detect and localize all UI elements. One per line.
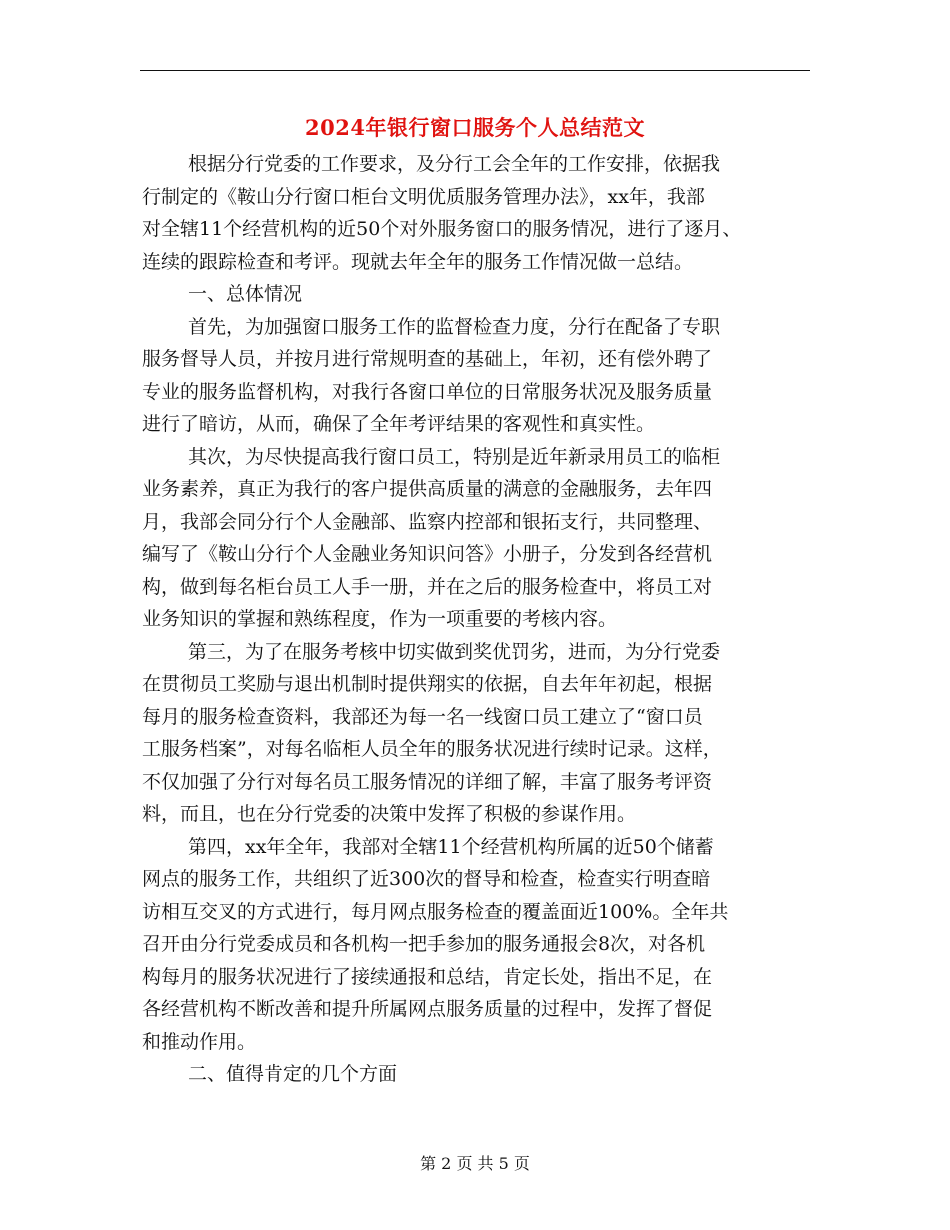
paragraph-line: 访相互交叉的方式进行，每月网点服务检查的覆盖面近100%。全年共 bbox=[142, 900, 729, 923]
paragraph-line: 构每月的服务状况进行了接续通报和总结，肯定长处，指出不足，在 bbox=[142, 965, 713, 988]
section-heading: 一、总体情况 bbox=[188, 283, 303, 305]
paragraph-line: 每月的服务检查资料，我部还为每一名一线窗口员工建立了“窗口员 bbox=[142, 705, 703, 728]
page-number-footer: 第 2 页 共 5 页 bbox=[420, 1154, 530, 1173]
header-rule bbox=[140, 70, 810, 71]
paragraph-line: 第三，为了在服务考核中切实做到奖优罚劣，进而，为分行党委 bbox=[188, 640, 721, 663]
paragraph-line: 构，做到每名柜台员工人手一册，并在之后的服务检查中，将员工对 bbox=[142, 575, 713, 598]
paragraph-line: 其次，为尽快提高我行窗口员工，特别是近年新录用员工的临柜 bbox=[188, 445, 721, 468]
paragraph-line: 行制定的《鞍山分行窗口柜台文明优质服务管理办法》，xx年，我部 bbox=[142, 185, 705, 208]
paragraph-line: 各经营机构不断改善和提升所属网点服务质量的过程中，发挥了督促 bbox=[142, 998, 713, 1020]
document-body bbox=[142, 148, 814, 1091]
paragraph-line: 业务素养，真正为我行的客户提供高质量的满意的金融服务，去年四 bbox=[142, 478, 713, 500]
document-title: 2024年银行窗口服务个人总结范文 bbox=[305, 115, 645, 140]
paragraph-line: 连续的跟踪检查和考评。现就去年全年的服务工作情况做一总结。 bbox=[142, 250, 694, 273]
paragraph-line: 首先，为加强窗口服务工作的监督检查力度，分行在配备了专职 bbox=[188, 315, 721, 338]
paragraph-line: 专业的服务监督机构，对我行各窗口单位的日常服务状况及服务质量 bbox=[142, 380, 713, 403]
paragraph-line: 召开由分行党委成员和各机构一把手参加的服务通报会8次，对各机 bbox=[142, 933, 706, 955]
paragraph-line: 料，而且，也在分行党委的决策中发挥了积极的参谋作用。 bbox=[142, 803, 637, 825]
paragraph-line: 在贯彻员工奖励与退出机制时提供翔实的依据，自去年年初起，根据 bbox=[142, 673, 713, 695]
paragraph-line: 根据分行党委的工作要求，及分行工会全年的工作安排，依据我 bbox=[188, 153, 721, 175]
paragraph-line: 不仅加强了分行对每名员工服务情况的详细了解，丰富了服务考评资 bbox=[142, 770, 713, 793]
paragraph-line: 第四，xx年全年，我部对全辖11个经营机构所属的近50个储蓄 bbox=[188, 835, 714, 858]
paragraph-line: 和推动作用。 bbox=[142, 1030, 257, 1053]
paragraph-line: 服务督导人员，并按月进行常规明查的基础上，年初，还有偿外聘了 bbox=[142, 348, 713, 370]
paragraph-line: 网点的服务工作，共组织了近300次的督导和检查，检查实行明查暗 bbox=[142, 868, 711, 890]
paragraph-line: 编写了《鞍山分行个人金融业务知识问答》小册子，分发到各经营机 bbox=[142, 543, 713, 565]
paragraph-line: 进行了暗访，从而，确保了全年考评结果的客观性和真实性。 bbox=[142, 413, 656, 435]
paragraph-line: 月，我部会同分行个人金融部、监察内控部和银拓支行，共同整理、 bbox=[142, 510, 713, 533]
paragraph-line: 对全辖11个经营机构的近50个对外服务窗口的服务情况，进行了逐月、 bbox=[142, 218, 742, 240]
section-heading: 二、值得肯定的几个方面 bbox=[188, 1063, 398, 1085]
paragraph-line: 工服务档案”，对每名临柜人员全年的服务状况进行续时记录。这样， bbox=[142, 738, 722, 760]
paragraph-line: 业务知识的掌握和熟练程度，作为一项重要的考核内容。 bbox=[142, 608, 618, 630]
